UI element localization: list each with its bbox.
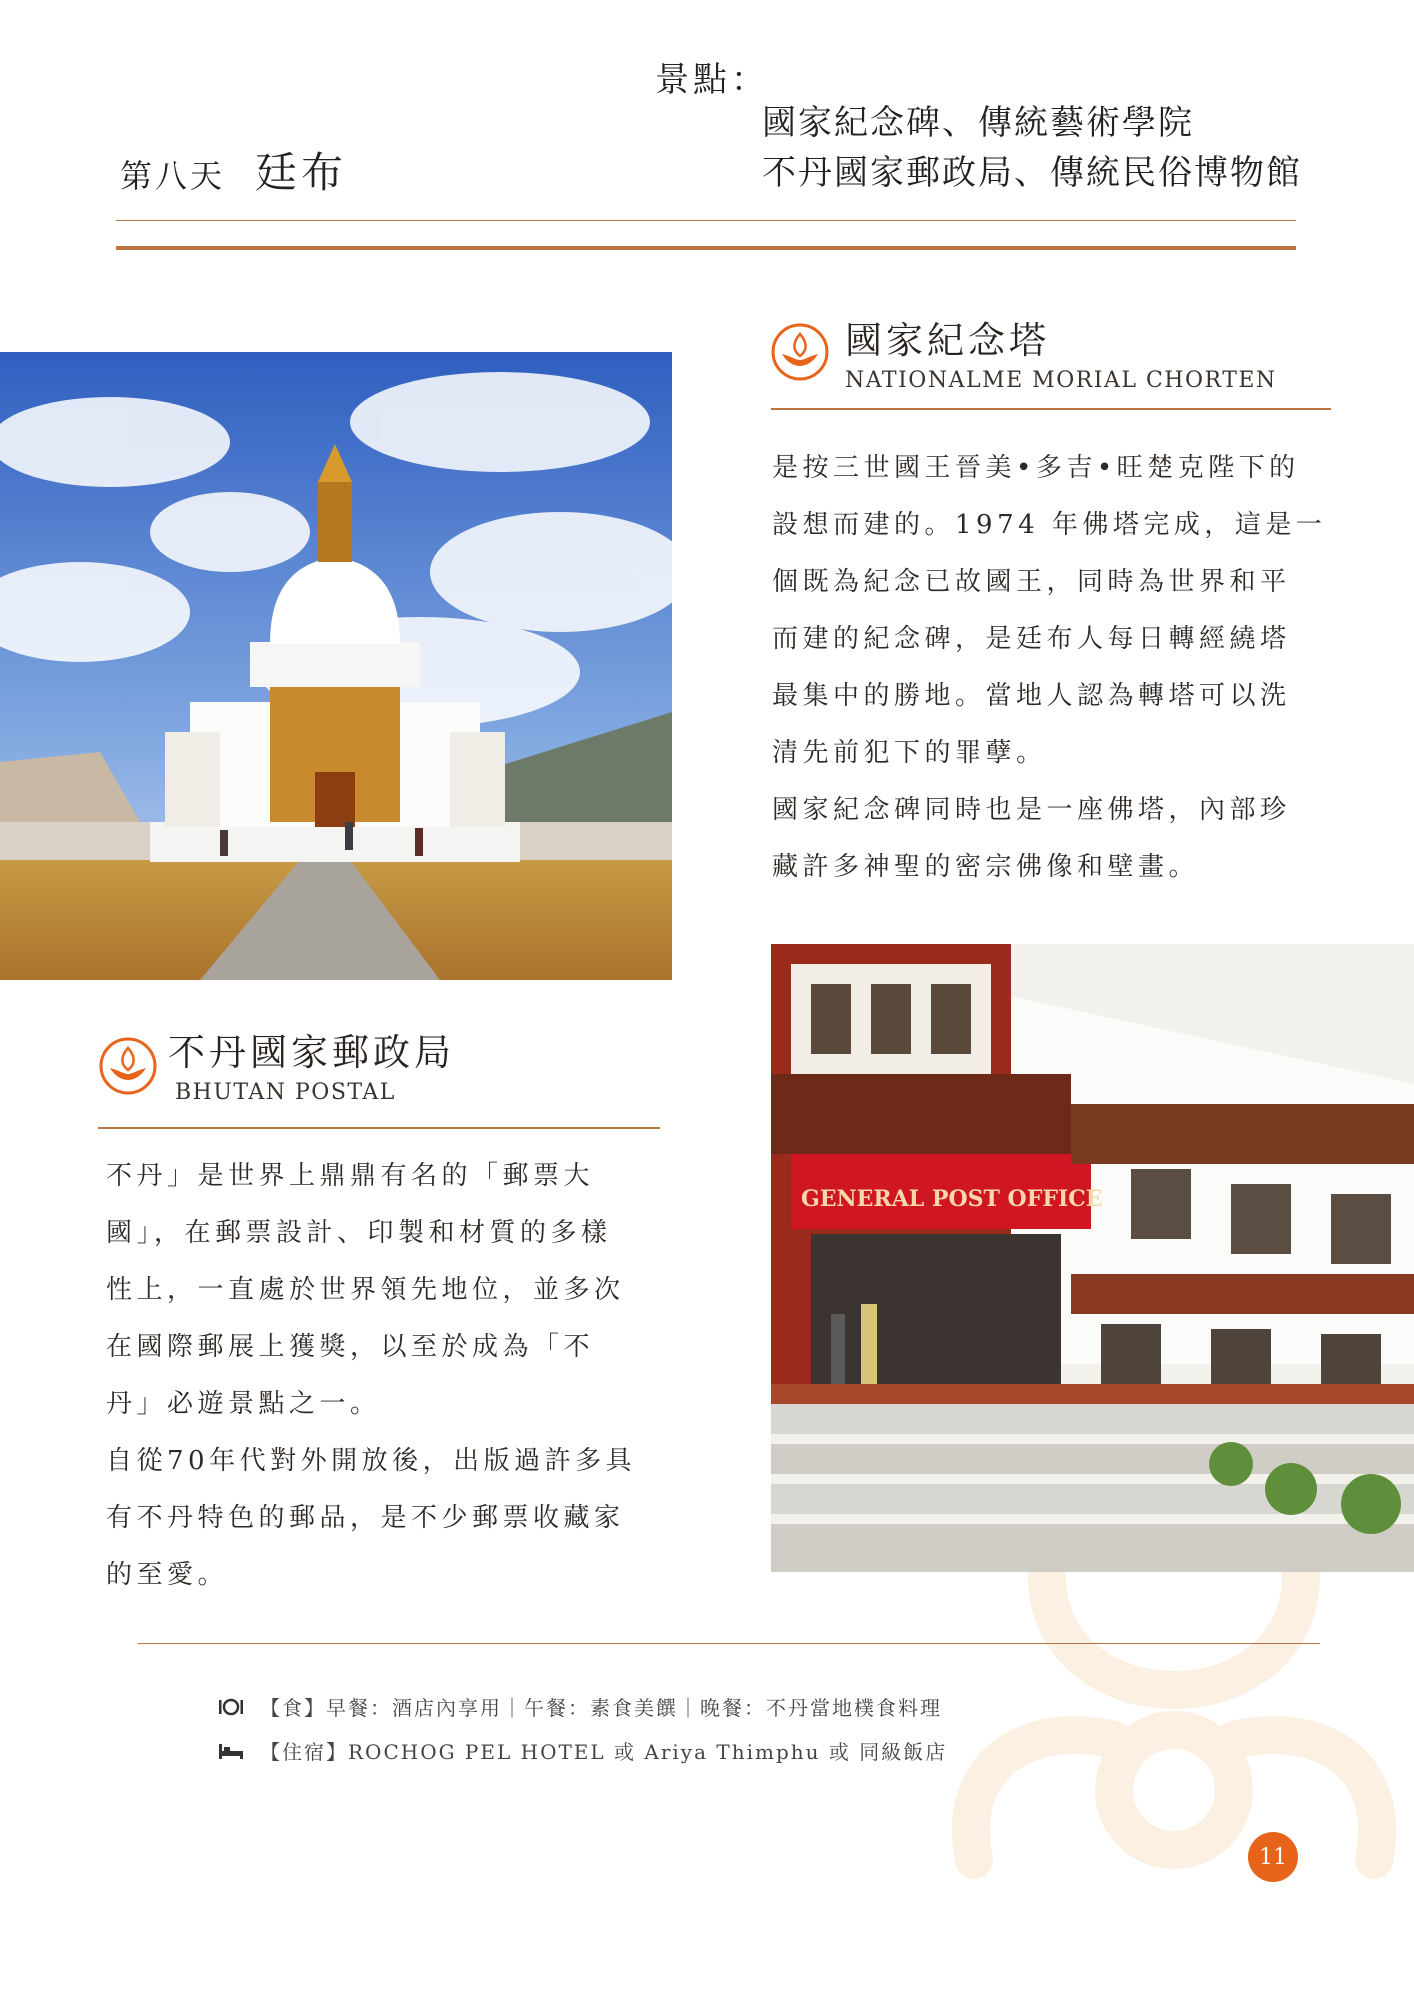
memorial-title: 國家紀念塔 (845, 319, 1050, 362)
chorten-photo (0, 352, 672, 980)
memorial-line: 國家紀念碑同時也是一座佛塔，內部珍 (772, 795, 1291, 825)
spots-line: 國家紀念碑、傳統藝術學院 (762, 103, 1194, 143)
bed-icon (218, 1741, 244, 1761)
hotel-text: 【住宿】ROCHOG PEL HOTEL 或 Ariya Thimphu 或 同級飯店 (260, 1740, 948, 1764)
page-number: 11 (1248, 1832, 1298, 1882)
postal-body (106, 1148, 636, 1604)
lotus-icon (770, 322, 830, 382)
postal-line: 性上，一直處於世界領先地位，並多次 (106, 1275, 625, 1305)
meal-text: 【食】早餐：酒店內享用｜午餐：素食美饌｜晚餐：不丹當地樸食料理 (260, 1696, 942, 1720)
memorial-subtitle: NATIONALME MORIAL CHORTEN (845, 368, 1277, 393)
memorial-body (772, 440, 1326, 896)
header-rule-thin (116, 220, 1296, 221)
memorial-line: 而建的紀念碑，是廷布人每日轉經繞塔 (772, 624, 1291, 654)
memorial-rule (771, 408, 1331, 410)
meal-info (218, 1692, 942, 1721)
dining-icon (218, 1697, 244, 1717)
header-rule-thick (116, 246, 1296, 250)
memorial-line: 是按三世國王晉美•多吉•旺楚克陛下的 (772, 453, 1300, 483)
postal-subtitle: BHUTAN POSTAL (175, 1080, 396, 1105)
postal-line: 丹」必遊景點之一。 (106, 1389, 381, 1419)
postal-line: 的至愛。 (106, 1560, 229, 1590)
post-office-sign: GENERAL POST OFFICE (801, 1186, 1103, 1212)
city-label: 廷布 (255, 148, 348, 197)
memorial-line: 設想而建的。1974 年佛塔完成，這是一 (772, 510, 1327, 540)
day-label: 第八天 (120, 157, 226, 195)
lotus-icon (98, 1036, 158, 1096)
spots-line: 不丹國家郵政局、傳統民俗博物館 (762, 153, 1302, 193)
spots-list (762, 98, 1302, 198)
memorial-line: 清先前犯下的罪孽。 (772, 738, 1047, 768)
hotel-info (218, 1736, 947, 1765)
memorial-line: 最集中的勝地。當地人認為轉塔可以洗 (772, 681, 1291, 711)
memorial-line: 個既為紀念已故國王，同時為世界和平 (772, 567, 1291, 597)
spots-label: 景點： (655, 60, 769, 100)
postal-line: 國」，在郵票設計、印製和材質的多樣 (106, 1218, 612, 1248)
postal-rule (98, 1127, 660, 1129)
day-heading (120, 140, 347, 200)
postal-line: 有不丹特色的郵品，是不少郵票收藏家 (106, 1503, 625, 1533)
footer-rule (138, 1643, 1320, 1644)
postal-line: 在國際郵展上獲獎，以至於成為「不 (106, 1332, 595, 1362)
memorial-line: 藏許多神聖的密宗佛像和壁畫。 (772, 852, 1200, 882)
postal-line: 自從70年代對外開放後，出版過許多具 (106, 1446, 637, 1476)
post-office-photo (771, 944, 1414, 1572)
postal-title: 不丹國家郵政局 (168, 1031, 455, 1074)
postal-line: 不丹」是世界上鼎鼎有名的「郵票大 (106, 1161, 595, 1191)
